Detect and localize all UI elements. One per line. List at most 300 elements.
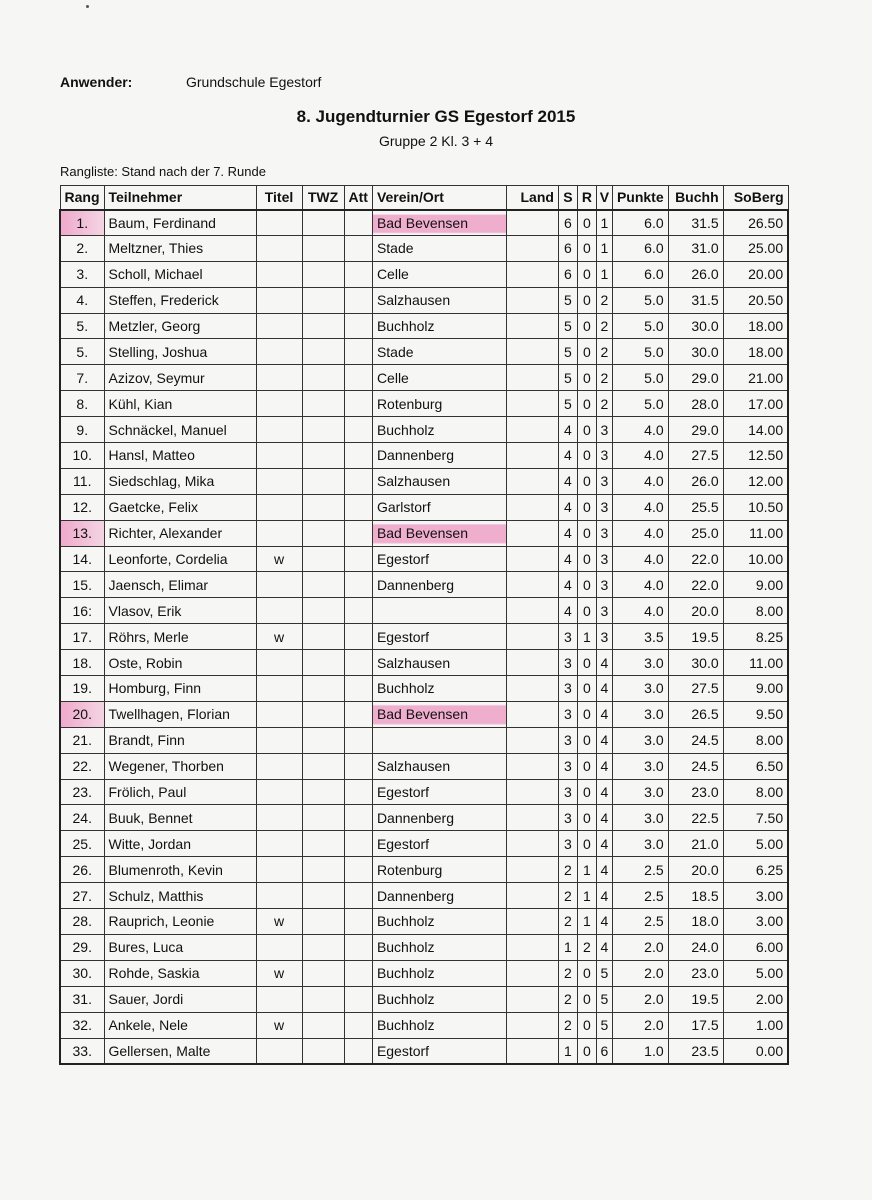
v-cell: 4 bbox=[596, 650, 612, 676]
col-header-land: Land bbox=[506, 186, 558, 210]
land-cell bbox=[506, 986, 558, 1012]
rang-cell: 5. bbox=[60, 313, 104, 339]
rang-cell: 5. bbox=[60, 339, 104, 365]
r-cell: 0 bbox=[577, 339, 596, 365]
v-cell: 3 bbox=[596, 546, 612, 572]
s-cell: 5 bbox=[558, 365, 577, 391]
table-header-row bbox=[60, 186, 788, 210]
buchh-cell: 22.0 bbox=[668, 546, 723, 572]
verein-cell: Garlstorf bbox=[372, 494, 506, 520]
soberg-cell: 26.50 bbox=[723, 210, 788, 236]
buchh-cell: 25.0 bbox=[668, 520, 723, 546]
twz-cell bbox=[302, 805, 344, 831]
titel-cell bbox=[256, 494, 302, 520]
verein-cell bbox=[372, 598, 506, 624]
col-header-twz: TWZ bbox=[302, 186, 344, 210]
verein-cell: Buchholz bbox=[372, 960, 506, 986]
buchh-cell: 28.0 bbox=[668, 391, 723, 417]
verein-cell: Buchholz bbox=[372, 676, 506, 702]
land-cell bbox=[506, 468, 558, 494]
rang-cell: 10. bbox=[60, 443, 104, 469]
twz-cell bbox=[302, 339, 344, 365]
buchh-cell: 29.0 bbox=[668, 417, 723, 443]
titel-cell bbox=[256, 676, 302, 702]
name-cell: Schnäckel, Manuel bbox=[104, 417, 256, 443]
s-cell: 3 bbox=[558, 624, 577, 650]
name-cell: Jaensch, Elimar bbox=[104, 572, 256, 598]
soberg-cell: 9.50 bbox=[723, 701, 788, 727]
att-cell bbox=[344, 1038, 372, 1064]
twz-cell bbox=[302, 210, 344, 236]
titel-cell bbox=[256, 857, 302, 883]
punkte-cell: 4.0 bbox=[612, 417, 668, 443]
soberg-cell: 3.00 bbox=[723, 883, 788, 909]
table-row bbox=[60, 1038, 788, 1064]
verein-cell: Egestorf bbox=[372, 546, 506, 572]
punkte-cell: 2.0 bbox=[612, 934, 668, 960]
table-row bbox=[60, 287, 788, 313]
r-cell: 0 bbox=[577, 313, 596, 339]
name-cell: Sauer, Jordi bbox=[104, 986, 256, 1012]
document-title: 8. Jugendturnier GS Egestorf 2015 bbox=[296, 107, 576, 126]
v-cell: 4 bbox=[596, 779, 612, 805]
s-cell: 4 bbox=[558, 598, 577, 624]
col-header-soberg: SoBerg bbox=[723, 186, 788, 210]
land-cell bbox=[506, 805, 558, 831]
verein-cell: Buchholz bbox=[372, 313, 506, 339]
titel-cell bbox=[256, 287, 302, 313]
verein-cell: Dannenberg bbox=[372, 883, 506, 909]
r-cell: 0 bbox=[577, 1012, 596, 1038]
v-cell: 2 bbox=[596, 339, 612, 365]
punkte-cell: 2.0 bbox=[612, 986, 668, 1012]
buchh-cell: 30.0 bbox=[668, 339, 723, 365]
att-cell bbox=[344, 701, 372, 727]
rang-cell: 14. bbox=[60, 546, 104, 572]
r-cell: 0 bbox=[577, 287, 596, 313]
titel-cell bbox=[256, 805, 302, 831]
table-row bbox=[60, 572, 788, 598]
r-cell: 0 bbox=[577, 986, 596, 1012]
table-row bbox=[60, 676, 788, 702]
att-cell bbox=[344, 934, 372, 960]
buchh-cell: 18.5 bbox=[668, 883, 723, 909]
r-cell: 0 bbox=[577, 831, 596, 857]
verein-cell: Buchholz bbox=[372, 909, 506, 935]
r-cell: 0 bbox=[577, 676, 596, 702]
twz-cell bbox=[302, 960, 344, 986]
s-cell: 6 bbox=[558, 261, 577, 287]
verein-cell: Buchholz bbox=[372, 417, 506, 443]
rang-cell: 23. bbox=[60, 779, 104, 805]
verein-cell: Buchholz bbox=[372, 934, 506, 960]
soberg-cell: 5.00 bbox=[723, 831, 788, 857]
buchh-cell: 22.0 bbox=[668, 572, 723, 598]
twz-cell bbox=[302, 650, 344, 676]
verein-cell bbox=[372, 727, 506, 753]
buchh-cell: 18.0 bbox=[668, 909, 723, 935]
col-header-s: S bbox=[558, 186, 577, 210]
twz-cell bbox=[302, 468, 344, 494]
punkte-cell: 6.0 bbox=[612, 261, 668, 287]
att-cell bbox=[344, 287, 372, 313]
table-row bbox=[60, 391, 788, 417]
col-header-buchh: Buchh bbox=[668, 186, 723, 210]
s-cell: 5 bbox=[558, 287, 577, 313]
att-cell bbox=[344, 391, 372, 417]
table-row bbox=[60, 443, 788, 469]
att-cell bbox=[344, 210, 372, 236]
s-cell: 5 bbox=[558, 313, 577, 339]
soberg-cell: 12.00 bbox=[723, 468, 788, 494]
twz-cell bbox=[302, 831, 344, 857]
name-cell: Frölich, Paul bbox=[104, 779, 256, 805]
twz-cell bbox=[302, 287, 344, 313]
soberg-cell: 20.00 bbox=[723, 261, 788, 287]
name-cell: Hansl, Matteo bbox=[104, 443, 256, 469]
punkte-cell: 5.0 bbox=[612, 391, 668, 417]
twz-cell bbox=[302, 443, 344, 469]
r-cell: 0 bbox=[577, 960, 596, 986]
table-row bbox=[60, 598, 788, 624]
s-cell: 2 bbox=[558, 960, 577, 986]
buchh-cell: 26.0 bbox=[668, 261, 723, 287]
rang-cell: 20. bbox=[60, 701, 104, 727]
buchh-cell: 24.5 bbox=[668, 753, 723, 779]
col-header-att: Att bbox=[344, 186, 372, 210]
buchh-cell: 26.0 bbox=[668, 468, 723, 494]
table-row bbox=[60, 650, 788, 676]
table-row bbox=[60, 753, 788, 779]
anwender-value: Grundschule Egestorf bbox=[186, 74, 322, 90]
titel-cell bbox=[256, 313, 302, 339]
col-header-titel: Titel bbox=[256, 186, 302, 210]
table-row bbox=[60, 313, 788, 339]
name-cell: Röhrs, Merle bbox=[104, 624, 256, 650]
r-cell: 0 bbox=[577, 727, 596, 753]
document-subtitle: Gruppe 2 Kl. 3 + 4 bbox=[378, 133, 494, 149]
att-cell bbox=[344, 313, 372, 339]
land-cell bbox=[506, 753, 558, 779]
land-cell bbox=[506, 598, 558, 624]
land-cell bbox=[506, 365, 558, 391]
name-cell: Wegener, Thorben bbox=[104, 753, 256, 779]
titel-cell bbox=[256, 210, 302, 236]
punkte-cell: 1.0 bbox=[612, 1038, 668, 1064]
r-cell: 2 bbox=[577, 934, 596, 960]
land-cell bbox=[506, 727, 558, 753]
table-row bbox=[60, 934, 788, 960]
twz-cell bbox=[302, 676, 344, 702]
r-cell: 0 bbox=[577, 701, 596, 727]
verein-cell: Celle bbox=[372, 261, 506, 287]
rang-cell: 17. bbox=[60, 624, 104, 650]
name-cell: Twellhagen, Florian bbox=[104, 701, 256, 727]
r-cell: 0 bbox=[577, 805, 596, 831]
twz-cell bbox=[302, 417, 344, 443]
rang-cell: 13. bbox=[60, 520, 104, 546]
att-cell bbox=[344, 572, 372, 598]
punkte-cell: 4.0 bbox=[612, 546, 668, 572]
r-cell: 0 bbox=[577, 210, 596, 236]
punkte-cell: 4.0 bbox=[612, 572, 668, 598]
att-cell bbox=[344, 960, 372, 986]
table-row bbox=[60, 520, 788, 546]
soberg-cell: 8.00 bbox=[723, 598, 788, 624]
s-cell: 4 bbox=[558, 520, 577, 546]
table-row bbox=[60, 883, 788, 909]
s-cell: 3 bbox=[558, 701, 577, 727]
land-cell bbox=[506, 650, 558, 676]
table-row bbox=[60, 1012, 788, 1038]
name-cell: Siedschlag, Mika bbox=[104, 468, 256, 494]
s-cell: 1 bbox=[558, 934, 577, 960]
r-cell: 0 bbox=[577, 468, 596, 494]
punkte-cell: 4.0 bbox=[612, 443, 668, 469]
soberg-cell: 10.00 bbox=[723, 546, 788, 572]
soberg-cell: 6.25 bbox=[723, 857, 788, 883]
table-body bbox=[60, 210, 788, 1064]
buchh-cell: 30.0 bbox=[668, 650, 723, 676]
rang-cell: 24. bbox=[60, 805, 104, 831]
twz-cell bbox=[302, 753, 344, 779]
s-cell: 3 bbox=[558, 753, 577, 779]
titel-cell bbox=[256, 934, 302, 960]
v-cell: 4 bbox=[596, 934, 612, 960]
land-cell bbox=[506, 960, 558, 986]
r-cell: 0 bbox=[577, 494, 596, 520]
buchh-cell: 24.5 bbox=[668, 727, 723, 753]
v-cell: 4 bbox=[596, 805, 612, 831]
v-cell: 4 bbox=[596, 753, 612, 779]
table-row bbox=[60, 261, 788, 287]
pen-dot bbox=[86, 5, 89, 8]
soberg-cell: 17.00 bbox=[723, 391, 788, 417]
soberg-cell: 9.00 bbox=[723, 676, 788, 702]
titel-cell bbox=[256, 235, 302, 261]
att-cell bbox=[344, 417, 372, 443]
table-row bbox=[60, 365, 788, 391]
rang-cell: 9. bbox=[60, 417, 104, 443]
name-cell: Homburg, Finn bbox=[104, 676, 256, 702]
punkte-cell: 4.0 bbox=[612, 598, 668, 624]
verein-cell: Egestorf bbox=[372, 1038, 506, 1064]
titel-cell bbox=[256, 520, 302, 546]
titel-cell: w bbox=[256, 1012, 302, 1038]
verein-cell: Salzhausen bbox=[372, 650, 506, 676]
land-cell bbox=[506, 572, 558, 598]
punkte-cell: 4.0 bbox=[612, 520, 668, 546]
land-cell bbox=[506, 883, 558, 909]
buchh-cell: 20.0 bbox=[668, 598, 723, 624]
att-cell bbox=[344, 831, 372, 857]
r-cell: 0 bbox=[577, 365, 596, 391]
punkte-cell: 3.0 bbox=[612, 650, 668, 676]
land-cell bbox=[506, 831, 558, 857]
r-cell: 0 bbox=[577, 650, 596, 676]
verein-cell: Stade bbox=[372, 339, 506, 365]
land-cell bbox=[506, 313, 558, 339]
att-cell bbox=[344, 365, 372, 391]
att-cell bbox=[344, 676, 372, 702]
rang-cell: 33. bbox=[60, 1038, 104, 1064]
land-cell bbox=[506, 546, 558, 572]
twz-cell bbox=[302, 986, 344, 1012]
v-cell: 3 bbox=[596, 494, 612, 520]
buchh-cell: 30.0 bbox=[668, 313, 723, 339]
soberg-cell: 14.00 bbox=[723, 417, 788, 443]
buchh-cell: 23.0 bbox=[668, 779, 723, 805]
twz-cell bbox=[302, 572, 344, 598]
s-cell: 5 bbox=[558, 339, 577, 365]
v-cell: 2 bbox=[596, 313, 612, 339]
name-cell: Gellersen, Malte bbox=[104, 1038, 256, 1064]
land-cell bbox=[506, 494, 558, 520]
col-header-verein: Verein/Ort bbox=[372, 186, 506, 210]
twz-cell bbox=[302, 624, 344, 650]
s-cell: 3 bbox=[558, 779, 577, 805]
att-cell bbox=[344, 261, 372, 287]
name-cell: Schulz, Matthis bbox=[104, 883, 256, 909]
s-cell: 3 bbox=[558, 805, 577, 831]
soberg-cell: 1.00 bbox=[723, 1012, 788, 1038]
att-cell bbox=[344, 468, 372, 494]
titel-cell bbox=[256, 883, 302, 909]
buchh-cell: 31.5 bbox=[668, 287, 723, 313]
v-cell: 3 bbox=[596, 443, 612, 469]
att-cell bbox=[344, 546, 372, 572]
r-cell: 1 bbox=[577, 909, 596, 935]
v-cell: 4 bbox=[596, 857, 612, 883]
att-cell bbox=[344, 443, 372, 469]
soberg-cell: 6.50 bbox=[723, 753, 788, 779]
punkte-cell: 5.0 bbox=[612, 313, 668, 339]
rang-cell: 26. bbox=[60, 857, 104, 883]
v-cell: 1 bbox=[596, 210, 612, 236]
punkte-cell: 2.5 bbox=[612, 883, 668, 909]
s-cell: 1 bbox=[558, 1038, 577, 1064]
att-cell bbox=[344, 753, 372, 779]
punkte-cell: 2.5 bbox=[612, 857, 668, 883]
verein-cell: Buchholz bbox=[372, 1012, 506, 1038]
verein-cell: Bad Bevensen bbox=[372, 701, 506, 727]
punkte-cell: 3.0 bbox=[612, 701, 668, 727]
land-cell bbox=[506, 339, 558, 365]
titel-cell: w bbox=[256, 909, 302, 935]
buchh-cell: 31.0 bbox=[668, 235, 723, 261]
verein-cell: Buchholz bbox=[372, 986, 506, 1012]
soberg-cell: 25.00 bbox=[723, 235, 788, 261]
table-row bbox=[60, 210, 788, 236]
soberg-cell: 3.00 bbox=[723, 909, 788, 935]
r-cell: 0 bbox=[577, 235, 596, 261]
att-cell bbox=[344, 598, 372, 624]
rang-cell: 11. bbox=[60, 468, 104, 494]
punkte-cell: 3.0 bbox=[612, 831, 668, 857]
r-cell: 0 bbox=[577, 1038, 596, 1064]
land-cell bbox=[506, 1038, 558, 1064]
punkte-cell: 6.0 bbox=[612, 235, 668, 261]
v-cell: 6 bbox=[596, 1038, 612, 1064]
verein-cell: Dannenberg bbox=[372, 805, 506, 831]
r-cell: 1 bbox=[577, 624, 596, 650]
name-cell: Brandt, Finn bbox=[104, 727, 256, 753]
verein-cell: Egestorf bbox=[372, 831, 506, 857]
soberg-cell: 5.00 bbox=[723, 960, 788, 986]
twz-cell bbox=[302, 727, 344, 753]
buchh-cell: 29.0 bbox=[668, 365, 723, 391]
twz-cell bbox=[302, 494, 344, 520]
titel-cell bbox=[256, 727, 302, 753]
name-cell: Leonforte, Cordelia bbox=[104, 546, 256, 572]
rang-cell: 31. bbox=[60, 986, 104, 1012]
verein-cell: Salzhausen bbox=[372, 468, 506, 494]
att-cell bbox=[344, 520, 372, 546]
att-cell bbox=[344, 883, 372, 909]
v-cell: 3 bbox=[596, 468, 612, 494]
punkte-cell: 2.5 bbox=[612, 909, 668, 935]
soberg-cell: 2.00 bbox=[723, 986, 788, 1012]
verein-cell: Dannenberg bbox=[372, 443, 506, 469]
att-cell bbox=[344, 235, 372, 261]
soberg-cell: 21.00 bbox=[723, 365, 788, 391]
v-cell: 4 bbox=[596, 831, 612, 857]
buchh-cell: 23.5 bbox=[668, 1038, 723, 1064]
land-cell bbox=[506, 934, 558, 960]
col-header-rang: Rang bbox=[60, 186, 104, 210]
rang-cell: 4. bbox=[60, 287, 104, 313]
s-cell: 4 bbox=[558, 443, 577, 469]
att-cell bbox=[344, 650, 372, 676]
name-cell: Rohde, Saskia bbox=[104, 960, 256, 986]
soberg-cell: 10.50 bbox=[723, 494, 788, 520]
punkte-cell: 3.5 bbox=[612, 624, 668, 650]
table-row bbox=[60, 235, 788, 261]
v-cell: 2 bbox=[596, 391, 612, 417]
table-row bbox=[60, 857, 788, 883]
s-cell: 4 bbox=[558, 417, 577, 443]
buchh-cell: 20.0 bbox=[668, 857, 723, 883]
name-cell: Steffen, Frederick bbox=[104, 287, 256, 313]
rang-cell: 22. bbox=[60, 753, 104, 779]
table-row bbox=[60, 727, 788, 753]
twz-cell bbox=[302, 857, 344, 883]
land-cell bbox=[506, 1012, 558, 1038]
v-cell: 5 bbox=[596, 960, 612, 986]
verein-cell: Rotenburg bbox=[372, 391, 506, 417]
r-cell: 0 bbox=[577, 417, 596, 443]
titel-cell bbox=[256, 701, 302, 727]
buchh-cell: 17.5 bbox=[668, 1012, 723, 1038]
twz-cell bbox=[302, 235, 344, 261]
s-cell: 4 bbox=[558, 572, 577, 598]
table-row bbox=[60, 779, 788, 805]
punkte-cell: 3.0 bbox=[612, 727, 668, 753]
punkte-cell: 3.0 bbox=[612, 779, 668, 805]
rang-cell: 7. bbox=[60, 365, 104, 391]
name-cell: Blumenroth, Kevin bbox=[104, 857, 256, 883]
name-cell: Richter, Alexander bbox=[104, 520, 256, 546]
table-row bbox=[60, 909, 788, 935]
r-cell: 0 bbox=[577, 443, 596, 469]
rang-cell: 21. bbox=[60, 727, 104, 753]
titel-cell bbox=[256, 1038, 302, 1064]
punkte-cell: 5.0 bbox=[612, 287, 668, 313]
table-row bbox=[60, 960, 788, 986]
att-cell bbox=[344, 857, 372, 883]
att-cell bbox=[344, 1012, 372, 1038]
land-cell bbox=[506, 701, 558, 727]
